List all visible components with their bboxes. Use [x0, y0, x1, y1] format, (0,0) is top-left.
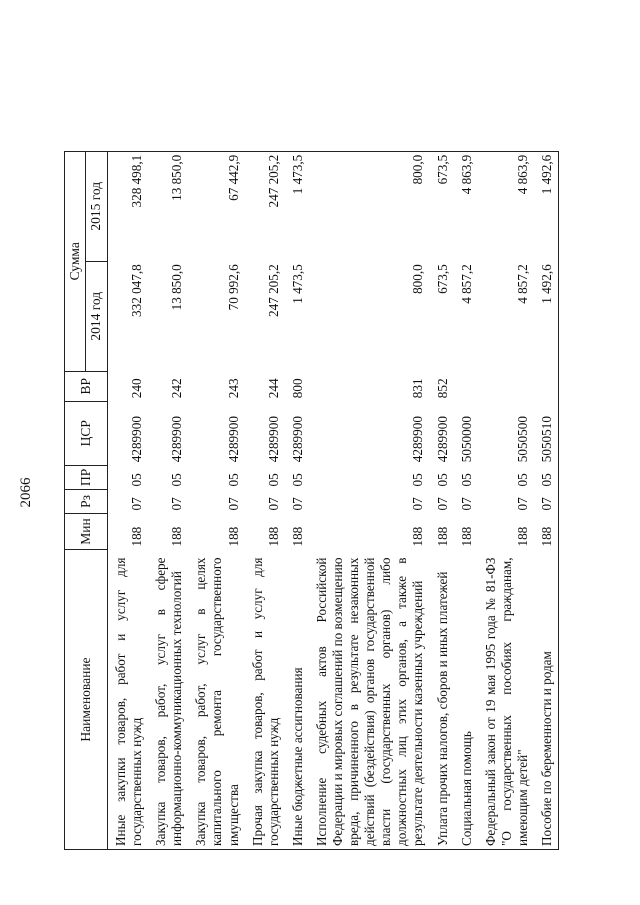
cell-y2014: 800,0 — [410, 264, 426, 294]
cell-y2015: 247 205,2 — [245, 151, 285, 261]
header-sum: Сумма — [65, 151, 86, 371]
cell-vr — [534, 371, 559, 401]
cell-y2014: 13 850,0 — [169, 264, 185, 311]
table-row — [245, 151, 285, 849]
cell-rz: 07 — [265, 497, 281, 511]
cell-pr: 05 — [514, 473, 530, 487]
cell-rz: 07 — [458, 497, 474, 511]
cell-y2014: 332 047,8 — [129, 264, 145, 317]
header-name: Наименование — [65, 550, 108, 850]
cell-csr: 4289900 — [265, 416, 281, 463]
cell-rz: 07 — [225, 497, 241, 511]
cell-csr: 4289900 — [289, 416, 305, 463]
cell-rz: 07 — [169, 497, 185, 511]
table-row — [454, 151, 478, 849]
cell-min: 188 — [289, 526, 305, 547]
cell-min: 188 — [129, 526, 145, 547]
cell-vr — [478, 371, 534, 401]
cell-name: Иные закупки товаров, работ и услуг для государственных нужд — [107, 550, 148, 850]
cell-vr: 831 — [410, 378, 426, 399]
cell-name: Федеральный закон от 19 мая 1995 года № 81-ФЗ "О государственных пособиях гражданам, имеющим детей" — [478, 550, 534, 850]
table-body — [107, 151, 558, 849]
cell-vr — [454, 371, 478, 401]
cell-min: 188 — [265, 526, 281, 547]
cell-y2015: 4 863,9 — [454, 151, 478, 261]
cell-vr: 852 — [434, 378, 450, 399]
cell-y2014: 673,5 — [434, 264, 450, 294]
cell-min: 188 — [169, 526, 185, 547]
cell-vr: 244 — [265, 378, 281, 399]
cell-vr: 242 — [169, 378, 185, 399]
cell-name: Закупка товаров, работ, услуг в сфере информационно-коммуникационных технологий — [148, 550, 188, 850]
cell-csr: 4289900 — [169, 416, 185, 463]
cell-pr: 05 — [434, 473, 450, 487]
cell-name: Пособие по беременности и родам — [534, 550, 559, 850]
budget-table — [64, 151, 559, 850]
cell-rz: 07 — [289, 497, 305, 511]
cell-name: Закупка товаров, работ, услуг в целях капитального ремонта государственного имущества — [188, 550, 244, 850]
table-header — [65, 151, 108, 849]
cell-pr: 05 — [289, 473, 305, 487]
header-2014: 2014 год — [86, 261, 107, 371]
cell-min: 188 — [225, 526, 241, 547]
table-row — [430, 151, 454, 849]
cell-name: Исполнение судебных актов Российской Федерации и мировых соглашений по возмещению вреда, причиненного в результате незаконных действий (бездействия) органов государственной власти (государственных органов) либо должностных лиц этих органов, а также в результате деятельности казенных учреждений — [309, 550, 430, 850]
cell-y2014: 4 857,2 — [458, 264, 474, 304]
cell-csr: 5050510 — [534, 401, 559, 465]
cell-min: 188 — [458, 526, 474, 547]
cell-pr: 05 — [458, 473, 474, 487]
page-number: 2066 — [18, 477, 34, 508]
header-vr: ВР — [65, 371, 108, 401]
table-row — [107, 151, 148, 849]
cell-pr: 05 — [225, 473, 241, 487]
cell-y2014: 1 492,6 — [534, 261, 559, 371]
cell-min: 188 — [434, 526, 450, 547]
cell-csr: 4289900 — [129, 416, 145, 463]
cell-y2014: 4 857,2 — [514, 264, 530, 304]
cell-y2015: 1 492,6 — [534, 151, 559, 261]
cell-min: 188 — [514, 526, 530, 547]
table-row — [309, 151, 430, 849]
cell-rz: 07 — [434, 497, 450, 511]
cell-vr: 240 — [129, 378, 145, 399]
cell-name: Уплата прочих налогов, сборов и иных платежей — [430, 550, 454, 850]
table-row — [478, 151, 534, 849]
table-row — [148, 151, 188, 849]
cell-csr: 4289900 — [434, 416, 450, 463]
cell-csr: 5050500 — [514, 416, 530, 463]
cell-y2015: 4 863,9 — [478, 151, 534, 261]
cell-min: 188 — [534, 514, 559, 550]
cell-y2014: 1 473,5 — [289, 264, 305, 304]
cell-name: Социальная помощь — [454, 550, 478, 850]
cell-y2015: 673,5 — [430, 151, 454, 261]
cell-pr: 05 — [410, 473, 426, 487]
cell-rz: 07 — [534, 490, 559, 514]
cell-vr: 243 — [225, 378, 241, 399]
header-min: Мин — [65, 514, 108, 550]
cell-y2015: 1 473,5 — [285, 151, 309, 261]
header-2015: 2015 год — [86, 151, 107, 261]
header-pr: ПР — [65, 465, 108, 489]
cell-pr: 05 — [169, 473, 185, 487]
table-row — [285, 151, 309, 849]
cell-vr: 800 — [289, 378, 305, 399]
cell-y2014: 247 205,2 — [265, 264, 281, 317]
table-row — [188, 151, 244, 849]
cell-y2015: 13 850,0 — [148, 151, 188, 261]
cell-y2015: 328 498,1 — [107, 151, 148, 261]
cell-name: Иные бюджетные ассигнования — [285, 550, 309, 850]
table-row — [534, 151, 559, 849]
cell-csr: 4289900 — [410, 416, 426, 463]
cell-pr: 05 — [265, 473, 281, 487]
cell-y2014: 70 992,6 — [225, 264, 241, 311]
cell-y2015: 800,0 — [309, 151, 430, 261]
cell-csr: 4289900 — [225, 416, 241, 463]
header-csr: ЦСР — [65, 401, 108, 465]
cell-y2015: 67 442,9 — [188, 151, 244, 261]
cell-name: Прочая закупка товаров, работ и услуг для государственных нужд — [245, 550, 285, 850]
cell-csr: 5050000 — [458, 416, 474, 463]
cell-pr: 05 — [534, 465, 559, 489]
cell-rz: 07 — [410, 497, 426, 511]
header-rz: Рз — [65, 490, 108, 514]
cell-rz: 07 — [129, 497, 145, 511]
cell-min: 188 — [410, 526, 426, 547]
cell-pr: 05 — [129, 473, 145, 487]
cell-rz: 07 — [514, 497, 530, 511]
